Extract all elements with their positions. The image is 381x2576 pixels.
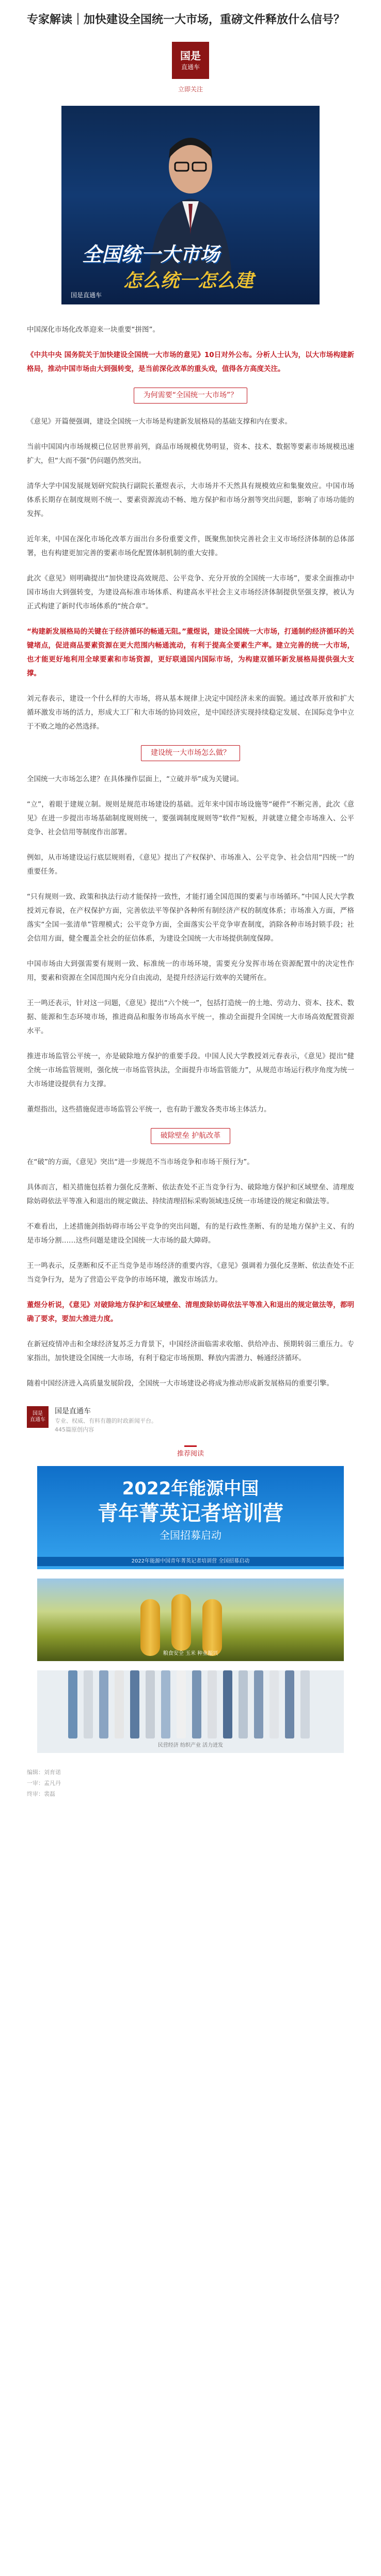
corn-image (171, 1594, 191, 1651)
paragraph: 董煜指出，这些措施促进市场监管公平统一，也有助于激发各类市场主体活力。 (27, 1105, 271, 1114)
fabric-image (239, 1670, 248, 1738)
article-body (0, 323, 381, 1391)
account-logo[interactable] (172, 42, 209, 79)
logo-line1: 国是 (180, 49, 201, 62)
section-heading: 破除壁垒 护航改革 (27, 1128, 354, 1144)
paragraph: 中国深化市场化改革迎来一块重要“拼图”。 (27, 325, 160, 334)
corn-image (202, 1599, 222, 1656)
paragraph: 此次《意见》则明确提出“加快建设高效规范、公平竞争、充分开放的全国统一大市场”，要求全面推动中国市场由大到强转变，为建设高标准市场体系、构建高水平社会主义市场经济体制提供坚强支撑，被认为正式构建了新时代市场体系的“统合章”。 (27, 574, 354, 610)
article-footer (0, 1762, 381, 1800)
paragraph: 不难看出，上述措施剑指妨碍市场公平竞争的突出问题，有的是行政性垄断、有的是地方保护主义、有的是市场分割……这些问题是建设全国统一大市场的最大障碍。 (27, 1222, 354, 1245)
paragraph: 全国统一大市场怎么建？在具体操作层面上，“立破并举”成为关键词。 (27, 775, 243, 784)
paragraph (27, 1298, 354, 1326)
fabric-image (99, 1670, 108, 1738)
author-card[interactable] (27, 1406, 354, 1434)
fabric-image (177, 1670, 186, 1738)
corn-image (140, 1599, 160, 1656)
fabric-image (84, 1670, 93, 1738)
fabric-image (161, 1670, 170, 1738)
paragraph: 王一鸣表示，反垄断和反不正当竞争是市场经济的重要内容，《意见》强调着力强化反垄断、依法查处不正当竞争行为，是为了营造公平竞争的市场环境，激发市场活力。 (27, 1262, 354, 1284)
logo-line2: 直通车 (181, 63, 200, 71)
author-name: 国是直通车 (55, 1407, 91, 1416)
highlight-paragraph: 董煜分析说，《意见》对破除地方保护和区域壁垒、清理废除妨碍依法平等准入和退出的规定做法等，都明确了要求，要加大推进力度。 (27, 1301, 354, 1324)
fabric-image (146, 1670, 155, 1738)
fabric-image (68, 1670, 77, 1738)
author-avatar[interactable]: 国是 直通车 (27, 1406, 49, 1428)
fabric-image (223, 1670, 232, 1738)
reviewer-credit: 一审：孟凡丹 (27, 1780, 61, 1787)
author-desc: 专业、权威、有料有趣的时政新闻平台。 (55, 1418, 157, 1425)
paragraph: 中国市场由大到强需要有规则一致、标准统一的市场环境，需要充分发挥市场在资源配置中的决定性作用，要素和资源在全国范围内充分自由流动，是提升经济运行效率的关键所在。 (27, 960, 354, 983)
paragraph: 推进市场监管公平统一，亦是破除地方保护的重要手段。中国人民大学教授刘元春表示，《意见》提出“健全统一市场监管规则，强化统一市场监管执法，全面提升市场监管能力”，从规范市场运行秩序角度为统一大市场建设提供有力支撑。 (27, 1052, 354, 1089)
section-heading: 建设统一大市场怎么做？ (27, 745, 354, 761)
editor-credit: 编辑：刘育诺 (27, 1769, 61, 1776)
paragraph: 具体而言，相关措施包括着力强化反垄断、依法查处不正当竞争行为、破除地方保护和区域壁垒、清理废除妨碍依法平等准入和退出的规定做法、持续清理招标采购领域违反统一市场建设的规定和做法等。 (27, 1183, 354, 1206)
highlight-paragraph: “构建新发展格局的关键在于经济循环的畅通无阻。”董煜说，建设全国统一大市场，打通制约经济循环的关键堵点，促进商品要素资源在更大范围内畅通流动，有利于提高全要素生产率。建立完善的统一大市场，也才能更好地利用全球要素和市场资源，更好联通国内国际市场，为构建双循环新发展格局提供强大支撑。 (27, 627, 354, 678)
paragraph: “立”，着眼于建规立制。规则是规范市场建设的基础。近年来中国市场设施等“硬件”不断完善，此次《意见》在进一步提出市场基础制度规则统一，要强调制度规则等“软件”短板，并就建立健全市场准入、公平竞争、社会信用等制度作出部署。 (27, 800, 354, 837)
author-count: 445篇原创内容 (55, 1426, 94, 1433)
fabric-image (285, 1670, 294, 1738)
recommend-heading: 推荐阅读 (0, 1445, 381, 1460)
banner-line3: 全国招募启动 (160, 1529, 221, 1542)
paragraph: “只有规则一致、政策和执法行动才能保持一致性，才能打通全国范围的要素与市场循环。”中国人民大学教授刘元春说，在产权保护方面，完善依法平等保护各种所有制经济产权的制度体系；市场准入方面，严格落实“全国一张清单”管理模式；公平竞争方面，全面落实公平竞争审查制度，消除各种市场封锁手段；社会信用方面，健全覆盖全社会的征信体系，为建设全国统一大市场提供制度保障。 (27, 893, 354, 943)
paragraph (27, 348, 354, 376)
account-header[interactable] (0, 38, 381, 102)
paragraph: 《意见》开篇便强调，建设全国统一大市场是构建新发展格局的基础支撑和内在要求。 (27, 417, 292, 426)
fabric-image (115, 1670, 124, 1738)
recommend-banner-training[interactable] (37, 1466, 344, 1569)
fabric-image (192, 1670, 201, 1738)
follow-link[interactable]: 立即关注 (178, 85, 203, 93)
paragraph: 刘元春表示，建设一个什么样的大市场，将从基本规律上决定中国经济未来的面貌。通过改革开放和扩大循环激发市场的活力，形成大工厂和大市场的协同效应，是中国经济实现持续稳定发展、在国际竞争中立于不败之地的必然选择。 (27, 694, 354, 731)
paragraph: 在新冠疫情冲击和全球经济复苏乏力背景下，中国经济面临需求收缩、供给冲击、预期转弱三重压力。专家指出，加快建设全国统一大市场，有利于稳定市场预期、释放内需潜力、畅通经济循环。 (27, 1340, 354, 1363)
paragraph (27, 625, 354, 681)
video-caption-sub: 怎么统一怎么建 (123, 270, 254, 292)
fabric-image (254, 1670, 263, 1738)
final-credit: 终审：裴磊 (27, 1790, 55, 1797)
video-source: 国是直通车 (71, 291, 102, 299)
paragraph: 近年来，中国在深化市场化改革方面出台多份重要文件，既聚焦加快完善社会主义市场经济体制的总体部署，也有构建更加完善的要素市场化配置体制机制的重大安排。 (27, 535, 354, 557)
author-info (55, 1406, 157, 1434)
fabric-image (300, 1670, 310, 1738)
paragraph: 例如，从市场建设运行底层规则看，《意见》提出了产权保护、市场准入、公平竞争、社会信用“四统一”的重要任务。 (27, 854, 354, 876)
video-player[interactable] (61, 106, 320, 304)
section-heading: 为何需要“全国统一大市场”？ (27, 388, 354, 404)
recommend-banner-corn[interactable] (37, 1579, 344, 1661)
fabric-image (269, 1670, 279, 1738)
paragraph: 清华大学中国发展规划研究院执行副院长董煜表示，大市场并不天然具有规模效应和集聚效应。中国市场体系长期存在制度规则不统一、要素资源流动不畅、地方保护和市场分割等突出问题，影响了市场功能的发挥。 (27, 481, 354, 518)
banner-caption: 民营经济 纺织产业 活力迸发 (157, 1743, 224, 1749)
banner-line1: 2022年能源中国 (122, 1478, 259, 1500)
paragraph: 王一鸣还表示，针对这一问题，《意见》提出“六个统一”，包括打造统一的土地、劳动力、资本、技术、数据、能源和生态环境市场，推进商品和服务市场高水平统一，推动全面提升全国统一大市场高效配置资源水平。 (27, 999, 354, 1036)
banner-line2: 青年菁英记者培训营 (98, 1502, 283, 1526)
recommend-bar (184, 1445, 197, 1447)
fabric-image (208, 1670, 217, 1738)
fabric-image (130, 1670, 139, 1738)
recommend-banner-textile[interactable] (37, 1670, 344, 1753)
paragraph: 在“破”的方面，《意见》突出“进一步规范不当市场竞争和市场干预行为”。 (27, 1158, 254, 1167)
banner-caption: 2022年能源中国青年菁英记者培训营 全国招募启动 (37, 1557, 344, 1566)
banner-caption: 粮食安全 玉米 种业振兴 (163, 1651, 218, 1657)
paragraph: 当前中国国内市场规模已位居世界前列，商品市场规模优势明显，资本、技术、数据等要素市场规模迅速扩大，但“大而不强”仍问题仍然突出。 (27, 442, 354, 465)
video-caption-main: 全国统一大市场 (82, 243, 220, 266)
lead-paragraph: 《中共中央 国务院关于加快建设全国统一大市场的意见》10日对外公布。分析人士认为，以大市场构建新格局，推动中国市场由大到强转变，是当前深化改革的重头戏，值得各方高度关注。 (27, 350, 354, 373)
paragraph: 随着中国经济进入高质量发展阶段，全国统一大市场建设必将成为推动形成新发展格局的重要引擎。 (27, 1379, 334, 1388)
article-title: 专家解读｜加快建设全国统一大市场，重磅文件释放什么信号？ (27, 13, 345, 26)
